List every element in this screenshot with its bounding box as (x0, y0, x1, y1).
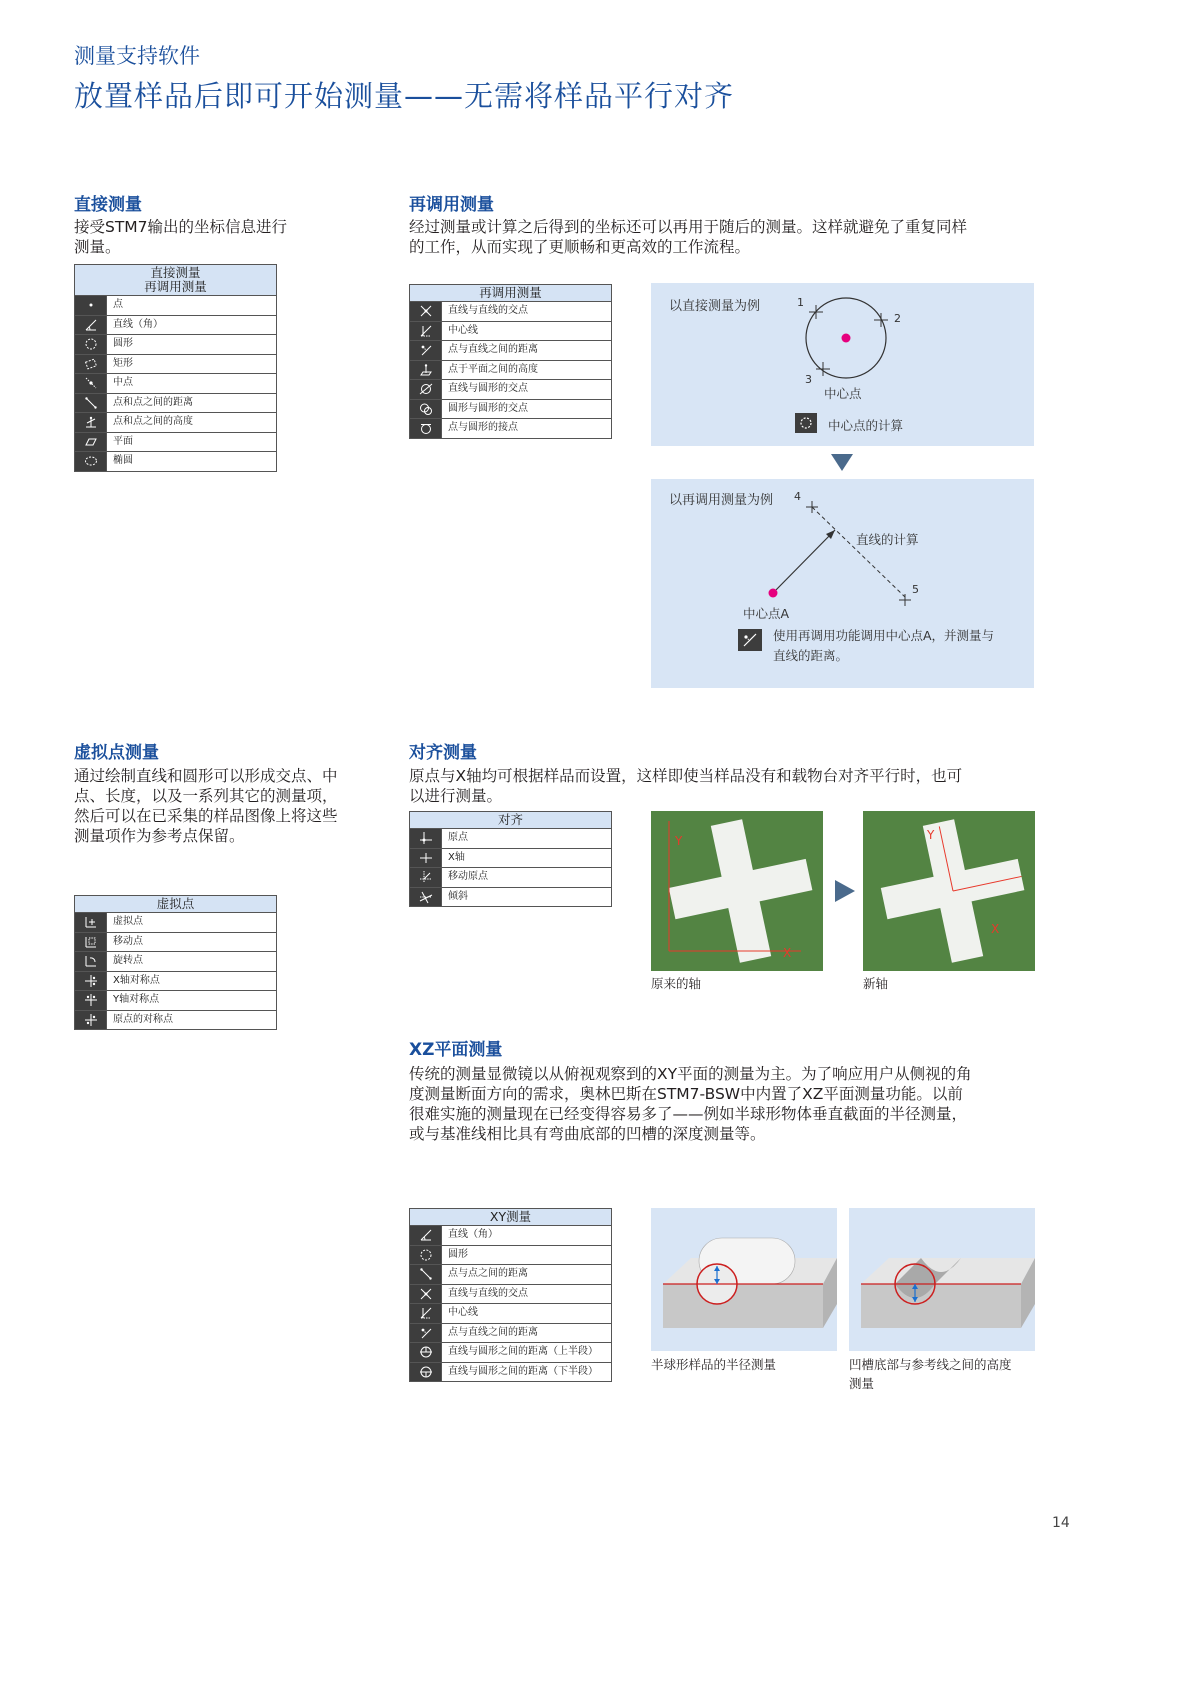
point-line-distance-icon (410, 1324, 442, 1343)
point-distance-icon (75, 394, 107, 413)
table-row (410, 1304, 611, 1324)
point-circle-tangent-icon (410, 419, 442, 438)
table-row (75, 296, 276, 316)
virtual-text (74, 766, 338, 846)
table-row (75, 413, 276, 433)
new-axis-caption: 新轴 (863, 976, 889, 991)
rectangle-icon (75, 355, 107, 374)
table-header: 对齐 (410, 812, 611, 829)
diagram2-title: 以再调用测量为例 (669, 493, 774, 508)
center-point-label: 中心点 (824, 386, 862, 401)
direct-table (74, 264, 277, 472)
point-label-1: 1 (797, 296, 804, 309)
align-text-line: 原点与X轴均可根据样品而设置，这样即使当样品没有和载物台对齐平行时，也可 (409, 767, 963, 785)
center-dot (842, 334, 851, 343)
page-number: 14 (1052, 1515, 1070, 1531)
table-row (75, 374, 276, 394)
point-plane-height-icon (410, 361, 442, 380)
ellipse-icon (75, 452, 107, 471)
direct-example-panel (651, 283, 1034, 446)
virtual-table (74, 895, 277, 1030)
axis-x-label: X (783, 946, 792, 960)
xy-table (409, 1208, 612, 1382)
xz-text-line: 传统的测量显微镜以从俯视观察到的XY平面的测量为主。为了响应用户从侧视的角 (409, 1065, 972, 1083)
row-label: 直线（角） (113, 318, 163, 330)
table-row (75, 933, 276, 953)
axis-y-label: Y (675, 834, 683, 848)
row-label: 点与直线之间的距离 (448, 1326, 538, 1338)
virtual-text-line: 通过绘制直线和圆形可以形成交点、中 (74, 767, 338, 785)
origin-icon (410, 829, 442, 848)
row-label: 圆形 (448, 1248, 468, 1260)
point-line-distance-icon (410, 341, 442, 360)
table-row (410, 1226, 611, 1246)
table-row (75, 1011, 276, 1030)
table-row (75, 316, 276, 336)
virtual-text-line: 测量项作为参考点保留。 (74, 827, 245, 845)
direct-heading: 直接测量 (74, 195, 142, 215)
table-header: 再调用测量 (410, 285, 611, 302)
table-row (75, 991, 276, 1011)
row-label: 直线（角） (448, 1229, 498, 1240)
table-row (410, 400, 611, 420)
xz-text-line: 或与基准线相比具有弯曲底部的凹槽的深度测量等。 (409, 1125, 766, 1143)
circle-icon (795, 413, 817, 433)
table-row (410, 419, 611, 438)
virtual-text-line: 然后可以在已采集的样品图像上将这些 (74, 807, 338, 825)
line-angle-icon (410, 1226, 442, 1245)
row-label: 移动点 (113, 935, 143, 947)
row-label: 点与直线之间的距离 (448, 344, 538, 355)
row-label: 倾斜 (448, 890, 468, 902)
align-table (409, 811, 612, 907)
point-label-5: 5 (912, 583, 919, 596)
row-label: 圆形 (113, 338, 133, 349)
table-row (75, 452, 276, 471)
row-label: 点于平面之间的高度 (448, 363, 538, 375)
table-row (410, 868, 611, 888)
line-intersection-icon (410, 1285, 442, 1304)
row-label: 矩形 (113, 357, 133, 369)
align-text-line: 以进行测量。 (409, 787, 503, 805)
row-label: 直线与圆形之间的距离（下半段） (448, 1365, 598, 1377)
right-arrow-icon (833, 880, 857, 902)
diagram2-desc-line: 直线的距离。 (773, 648, 849, 663)
line-angle-icon (75, 316, 107, 335)
table-row (410, 322, 611, 342)
row-label: 直线与圆形的交点 (448, 383, 528, 394)
origin-symmetric-icon (75, 1011, 107, 1030)
x-axis-icon (410, 849, 442, 868)
row-label: 圆形与圆形的交点 (448, 402, 528, 414)
virtual-heading: 虚拟点测量 (74, 743, 159, 763)
row-label: 直线与圆形之间的距离（上半段） (448, 1346, 598, 1357)
circle-icon (410, 1246, 442, 1265)
table-row (75, 972, 276, 992)
crosshair-marks (806, 501, 911, 606)
row-label: X轴 (448, 851, 465, 863)
center-point-a-dot (769, 589, 778, 598)
groove-height-image (849, 1208, 1035, 1351)
row-label: 原点的对称点 (113, 1013, 173, 1025)
table-row (410, 1246, 611, 1266)
table-row (75, 355, 276, 375)
row-label: 原点 (448, 832, 468, 843)
table-row (75, 913, 276, 933)
row-label: 中心线 (448, 1307, 478, 1318)
row-label: 移动原点 (448, 871, 488, 882)
table-row (410, 849, 611, 869)
point-label-2: 2 (894, 312, 901, 325)
point-line-distance-icon (738, 629, 762, 651)
diagram2-desc-line: 使用再调用功能调用中心点A，并测量与 (773, 628, 995, 643)
virtual-point-icon (75, 913, 107, 932)
table-row (75, 952, 276, 972)
row-label: 点与圆形的接点 (448, 422, 518, 433)
row-label: 点 (113, 299, 123, 310)
centerline-icon (410, 322, 442, 341)
recall-text (409, 217, 967, 257)
down-arrow-icon (831, 454, 853, 472)
table-row (410, 1265, 611, 1285)
table-row (410, 361, 611, 381)
row-label: Y轴对称点 (113, 994, 160, 1005)
direct-text-line: 接受STM7输出的坐标信息进行 (74, 218, 288, 236)
plane-icon (75, 433, 107, 452)
table-row (75, 394, 276, 414)
midpoint-icon (75, 374, 107, 393)
hemisphere-caption: 半球形样品的半径测量 (651, 1357, 777, 1372)
recall-example-panel (651, 479, 1034, 688)
row-label: 点和点之间的高度 (113, 416, 193, 427)
table-row (410, 302, 611, 322)
row-label: 虚拟点 (113, 916, 143, 927)
line-intersection-icon (410, 302, 442, 321)
center-point-a-label: 中心点A (743, 606, 790, 621)
tilt-icon (410, 888, 442, 907)
row-label: 点与点之间的距离 (448, 1268, 528, 1279)
xz-text-line: 很难实施的测量现在已经变得容易多了——例如半球形物体垂直截面的半径测量， (409, 1105, 968, 1123)
table-header-line: 再调用测量 (144, 279, 207, 294)
row-label: 椭圆 (113, 455, 133, 466)
virtual-text-line: 点、长度，以及一系列其它的测量项， (74, 787, 338, 805)
move-point-icon (75, 933, 107, 952)
align-heading: 对齐测量 (409, 743, 477, 763)
calc-line (812, 507, 905, 597)
center-calc-label: 中心点的计算 (828, 418, 904, 433)
diagram1-title: 以直接测量为例 (669, 299, 761, 314)
table-row (75, 335, 276, 355)
page-title: 放置样品后即可开始测量——无需将样品平行对齐 (74, 79, 735, 113)
y-symmetric-icon (75, 991, 107, 1010)
distance-arrow (773, 530, 835, 593)
circle-circle-intersection-icon (410, 400, 442, 419)
table-row (410, 380, 611, 400)
table-row (410, 829, 611, 849)
row-label: 平面 (113, 435, 133, 447)
recall-text-line: 经过测量或计算之后得到的坐标还可以再用于随后的测量。这样就避免了重复同样 (409, 218, 968, 236)
table-row (410, 1324, 611, 1344)
line-circle-intersection-icon (410, 380, 442, 399)
axis-x-label: X (991, 922, 1000, 936)
point-distance-icon (410, 1265, 442, 1284)
groove-caption-line: 凹槽底部与参考线之间的高度 (849, 1357, 1012, 1372)
align-text (409, 766, 962, 806)
row-label: 中心线 (448, 324, 478, 336)
xz-text-line: 度测量断面方向的需求，奥林巴斯在STM7-BSW中内置了XZ平面测量功能。以前 (409, 1085, 963, 1103)
table-header: 虚拟点 (75, 896, 276, 913)
table-row (410, 1343, 611, 1363)
row-label: 直线与直线的交点 (448, 1287, 528, 1299)
direct-text (74, 217, 287, 257)
move-origin-icon (410, 868, 442, 887)
recall-table (409, 284, 612, 439)
direct-text-line: 测量。 (74, 238, 121, 256)
section-subtitle: 测量支持软件 (74, 44, 200, 68)
table-header: XY测量 (410, 1209, 611, 1226)
rotate-point-icon (75, 952, 107, 971)
original-axis-caption: 原来的轴 (651, 976, 702, 991)
line-calc-label: 直线的计算 (856, 532, 919, 547)
xz-text (409, 1064, 972, 1144)
row-label: 点和点之间的距离 (113, 396, 193, 408)
table-row (410, 341, 611, 361)
table-row (410, 1285, 611, 1305)
diagram2-desc (773, 626, 994, 666)
hemisphere-radius-image (651, 1208, 837, 1351)
row-label: 直线与直线的交点 (448, 305, 528, 316)
point-height-icon (75, 413, 107, 432)
x-symmetric-icon (75, 972, 107, 991)
table-row (410, 1363, 611, 1382)
recall-heading: 再调用测量 (409, 195, 494, 215)
recall-text-line: 的工作，从而实现了更顺畅和更高效的工作流程。 (409, 238, 751, 256)
table-row (410, 888, 611, 907)
point-label-3: 3 (805, 373, 812, 386)
axis-y-label: Y (927, 828, 935, 842)
row-label: 中点 (113, 377, 133, 388)
original-axis-image (651, 811, 823, 971)
row-label: 旋转点 (113, 955, 143, 966)
point-label-4: 4 (794, 490, 801, 503)
point-icon (75, 296, 107, 315)
lower-half-circle-icon (410, 1363, 442, 1382)
circle-icon (75, 335, 107, 354)
table-header (75, 265, 276, 296)
xz-heading: XZ平面测量 (409, 1040, 503, 1060)
centerline-icon (410, 1304, 442, 1323)
row-label: X轴对称点 (113, 974, 160, 986)
groove-caption-line: 测量 (849, 1376, 875, 1391)
groove-caption (849, 1355, 1012, 1393)
table-row (75, 433, 276, 453)
new-axis-image (863, 811, 1035, 971)
table-header-line: 直接测量 (150, 265, 201, 280)
upper-half-circle-icon (410, 1343, 442, 1362)
